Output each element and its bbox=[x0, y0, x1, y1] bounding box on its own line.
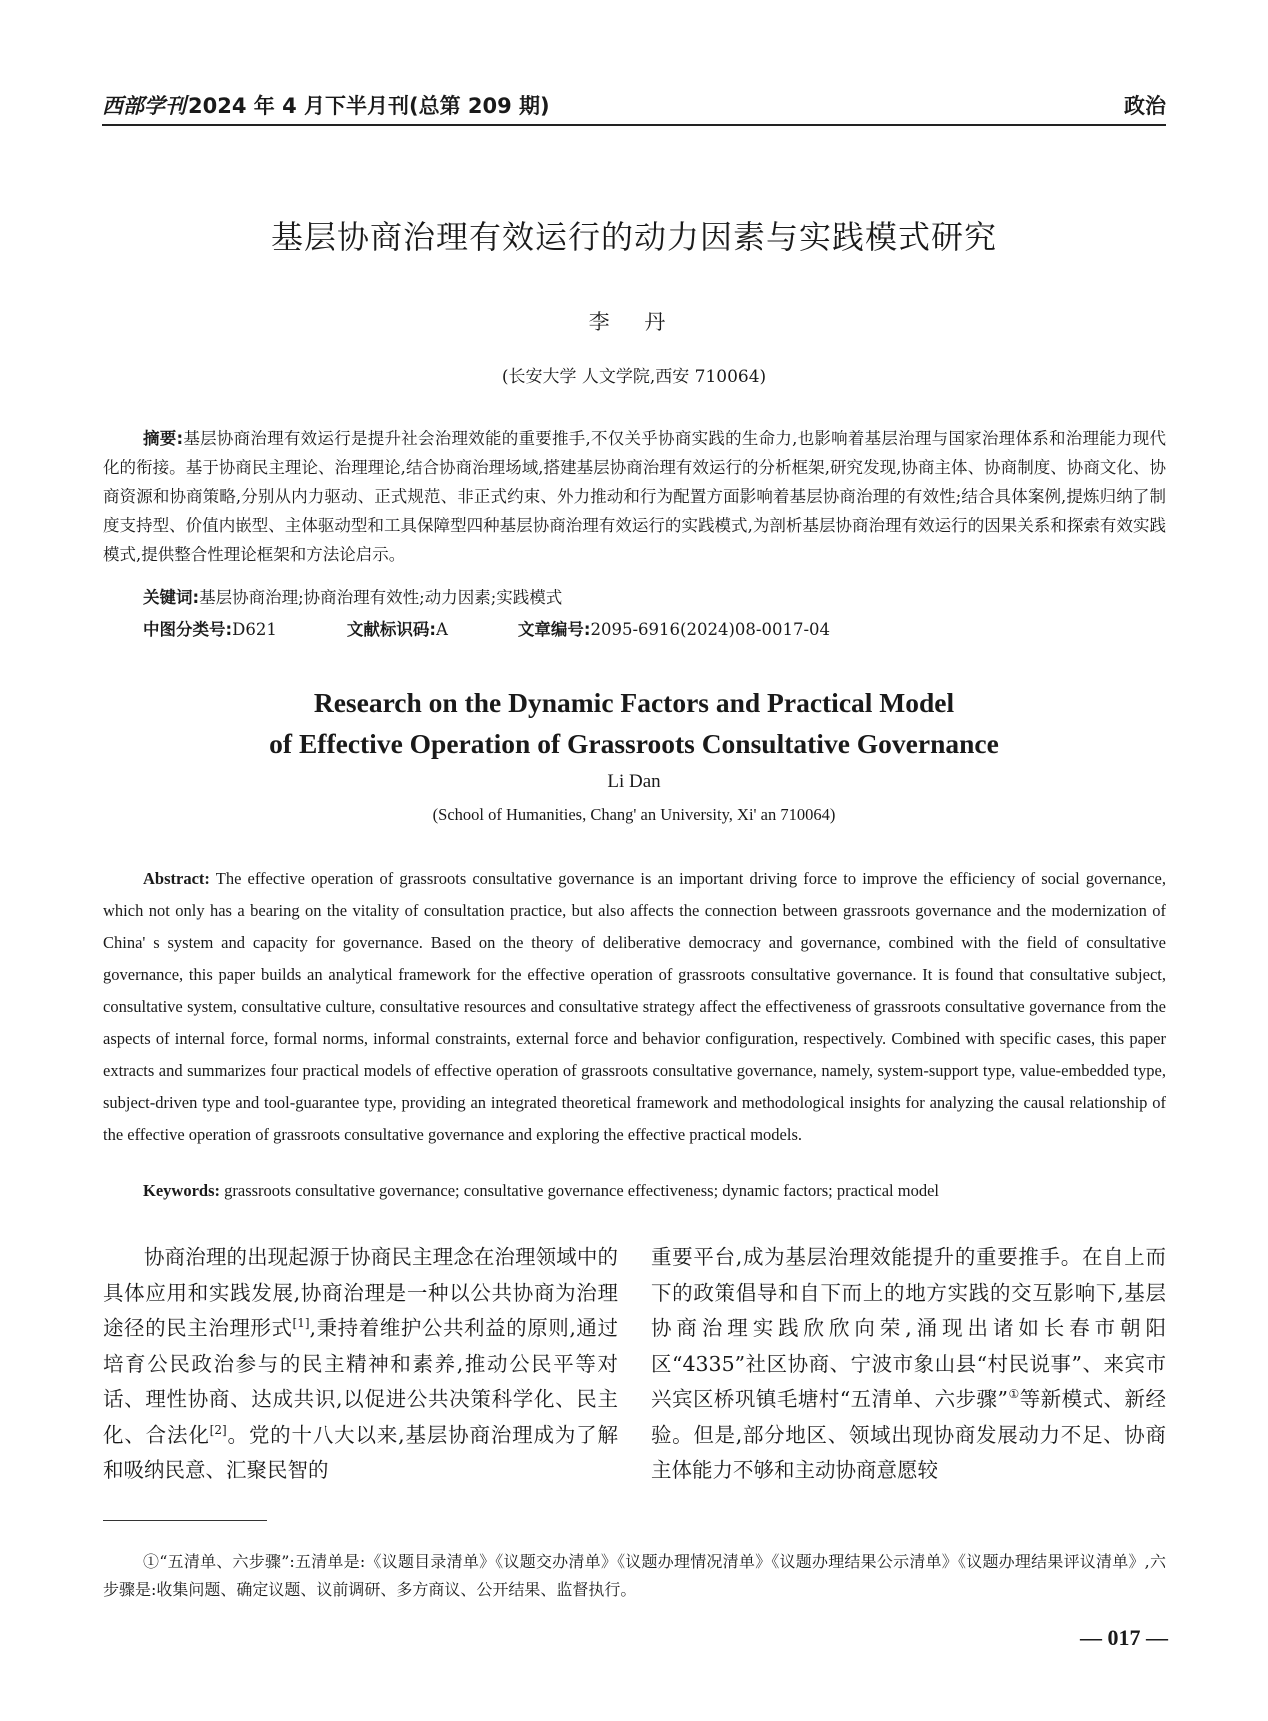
article-number: 文章编号:2095-6916(2024)08-0017-04 bbox=[517, 620, 831, 639]
abstract-chinese-text: 基层协商治理有效运行是提升社会治理效能的重要推手,不仅关乎协商实践的生命力,也影响着基层治理与国家治理体系和治理能力现代化的衔接。基于协商民主理论、治理理论,结合协商治理场域,搭建基层协商治理有效运行的分析框架,研究发现,协商主体、协商制度、协商文化、协商资源和协商策略,分别从内力驱动、正式规范、非正式约束、外力推动和行为配置方面影响着基层协商治理的有效性;结合具体案例,提炼归纳了制度支持型、价值内嵌型、主体驱动型和工具保障型四种基层协商治理有效运行的实践模式,为剖析基层协商治理有效运行的因果关系和探索有效实践模式,提供整合性理论框架和方法论启示。 bbox=[103, 429, 1166, 564]
abstract-english-text: The effective operation of grassroots consultative governance is an important driving force to improve the efficiency of social governance, which not only has a bearing on the vitality of consultation practice, but also affects the connection between grassroots governance and the modernization of China' s system and capacity for governance. Based on the theory of deliberative democracy and governance, combined with the field of consultative governance, this paper builds an analytical framework for the effective operation of grassroots consultative governance. It is found that consultative subject, consultative system, consultative culture, consultative resources and consultative strategy affect the effectiveness of grassroots consultative governance from the aspects of internal force, formal norms, informal constraints, external force and behavior configuration, respectively. Combined with specific cases, this paper extracts and summarizes four practical models of effective operation of grassroots consultative governance, namely, system-support type, value-embedded type, subject-driven type and tool-guarantee type, providing an integrated theoretical framework and methodological insights for analyzing the causal relationship of the effective operation of grassroots consultative governance and exploring the effective practical models. bbox=[103, 869, 1166, 1144]
citation-2[interactable]: [2] bbox=[209, 1422, 227, 1437]
document-code: 文献标识码:A bbox=[346, 620, 448, 639]
title-english bbox=[0, 682, 1268, 764]
keywords-english-text: grassroots consultative governance; consultative governance effectiveness; dynamic factors; practical model bbox=[224, 1181, 940, 1200]
citation-1[interactable]: [1] bbox=[292, 1316, 310, 1331]
abstract-english-label: Abstract: bbox=[143, 869, 210, 888]
clc-number: 中图分类号:D621 bbox=[143, 620, 277, 639]
body-column-left: 协商治理的出现起源于协商民主理念在治理领域中的具体应用和实践发展,协商治理是一种以公共协商为治理途径的民主治理形式[1],秉持着维护公共利益的原则,通过培育公民政治参与的民主精神和素养,推动公民平等对话、理性协商、达成共识,以促进公共决策科学化、民主化、合法化[2]。党的十八大以来,基层协商治理成为了解和吸纳民意、汇聚民智的 bbox=[103, 1245, 619, 1482]
keywords-chinese bbox=[143, 584, 562, 608]
classification-row bbox=[143, 616, 900, 640]
footnote: ①“五清单、六步骤”:五清单是:《议题目录清单》《议题交办清单》《议题办理情况清单》《议题办理结果公示清单》《议题办理结果评议清单》,六步骤是:收集问题、确定议题、议前调研、多方商议、公开结果、监督执行。 bbox=[103, 1552, 1166, 1599]
header-left bbox=[102, 90, 550, 120]
author-english: Li Dan bbox=[607, 771, 661, 792]
page-number: — 017 — bbox=[1080, 1625, 1168, 1650]
body-column-right: 重要平台,成为基层治理效能提升的重要推手。在自上而下的政策倡导和自下而上的地方实践的交互影响下,基层协商治理实践欣欣向荣,涌现出诸如长春市朝阳区“4335”社区协商、宁波市象山县“村民说事”、来宾市兴宾区桥巩镇毛塘村“五清单、六步骤”①等新模式、新经验。但是,部分地区、领域出现协商发展动力不足、协商主体能力不够和主动协商意愿较 bbox=[651, 1245, 1166, 1482]
footnote-marker[interactable]: ① bbox=[1007, 1387, 1020, 1402]
author-chinese: 李 丹 bbox=[588, 310, 680, 334]
journal-logo: 西部学刊 bbox=[102, 93, 186, 118]
keywords-english-label: Keywords: bbox=[143, 1181, 220, 1200]
abstract-chinese bbox=[103, 424, 1166, 569]
title-english-line1: Research on the Dynamic Factors and Practical Model bbox=[313, 687, 955, 718]
footnote-divider bbox=[103, 1520, 267, 1521]
keywords-english bbox=[143, 1181, 939, 1201]
title-english-line2: of Effective Operation of Grassroots Consultative Governance bbox=[269, 728, 999, 759]
running-header bbox=[102, 86, 1166, 126]
keywords-chinese-label: 关键词: bbox=[143, 588, 200, 607]
affiliation-english: (School of Humanities, Chang' an University, Xi' an 710064) bbox=[432, 805, 836, 824]
issue-info: 2024 年 4 月下半月刊(总第 209 期) bbox=[188, 94, 550, 118]
abstract-chinese-label: 摘要: bbox=[143, 429, 184, 448]
abstract-english bbox=[103, 863, 1166, 1151]
title-chinese: 基层协商治理有效运行的动力因素与实践模式研究 bbox=[270, 218, 997, 256]
keywords-chinese-text: 基层协商治理;协商治理有效性;动力因素;实践模式 bbox=[199, 588, 563, 607]
affiliation-chinese: (长安大学 人文学院,西安 710064) bbox=[501, 367, 767, 387]
section-name: 政治 bbox=[1124, 94, 1166, 118]
